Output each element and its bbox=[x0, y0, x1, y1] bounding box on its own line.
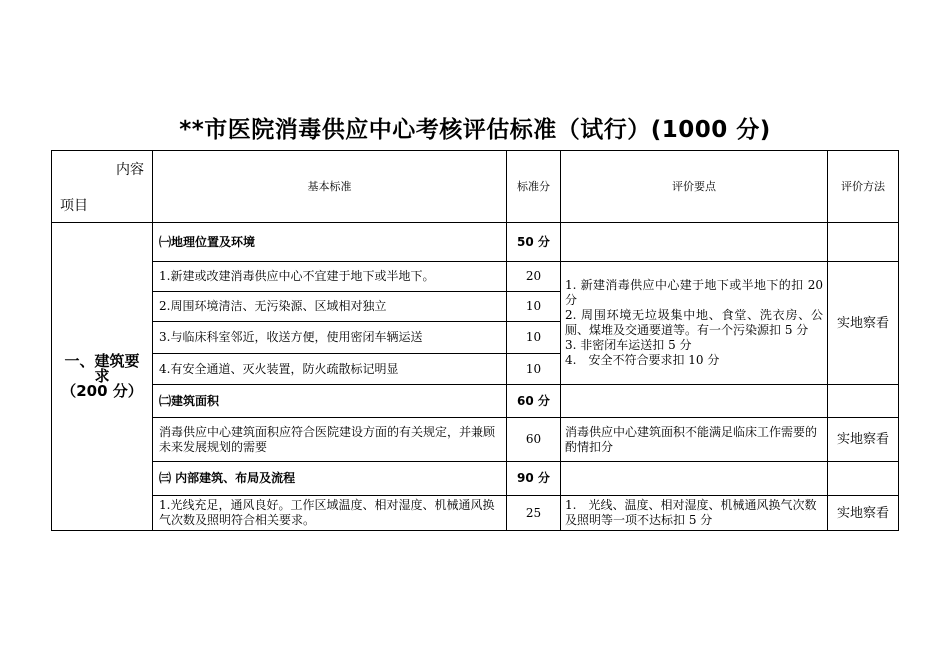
method-cell: 实地察看 bbox=[828, 262, 899, 385]
category-line3: （200 分） bbox=[61, 382, 143, 400]
standard-cell: 2.周围环境清洁、无污染源、区域相对独立 bbox=[153, 292, 507, 322]
section-label: ㈡建筑面积 bbox=[153, 385, 507, 418]
header-points: 评价要点 bbox=[561, 151, 828, 223]
page-title: **市医院消毒供应中心考核评估标准（试行）(1000 分) bbox=[179, 117, 771, 143]
section-row bbox=[52, 223, 899, 262]
points-cell: 消毒供应中心建筑面积不能满足临床工作需要的酌情扣分 bbox=[561, 418, 828, 462]
table-row bbox=[52, 418, 899, 462]
header-score: 标准分 bbox=[507, 151, 561, 223]
standard-cell: 1.新建或改建消毒供应中心不宜建于地下或半地下。 bbox=[153, 262, 507, 292]
standard-cell: 1.光线充足，通风良好。工作区域温度、相对湿度、机械通风换气次数及照明符合相关要求。 bbox=[153, 496, 507, 531]
score-cell: 10 bbox=[507, 322, 561, 354]
header-item-label: 项目 bbox=[60, 198, 88, 214]
section-row bbox=[52, 385, 899, 418]
section-score: 50 分 bbox=[507, 223, 561, 262]
standard-cell: 3.与临床科室邻近，收送方便，使用密闭车辆运送 bbox=[153, 322, 507, 354]
empty-cell bbox=[828, 462, 899, 496]
standard-cell: 消毒供应中心建筑面积应符合医院建设方面的有关规定，并兼顾未来发展规划的需要 bbox=[153, 418, 507, 462]
standard-cell: 4.有安全通道、灭火装置，防火疏散标记明显 bbox=[153, 354, 507, 385]
method-cell: 实地察看 bbox=[828, 496, 899, 531]
empty-cell bbox=[561, 462, 828, 496]
section-label: ㈢ 内部建筑、布局及流程 bbox=[153, 462, 507, 496]
score-cell: 20 bbox=[507, 262, 561, 292]
section-score: 60 分 bbox=[507, 385, 561, 418]
empty-cell bbox=[828, 385, 899, 418]
header-method: 评价方法 bbox=[828, 151, 899, 223]
header-diagonal-cell bbox=[52, 151, 153, 223]
empty-cell bbox=[561, 223, 828, 262]
point-item: 4. 安全不符合要求扣 10 分 bbox=[565, 353, 720, 367]
score-cell: 60 bbox=[507, 418, 561, 462]
method-cell: 实地察看 bbox=[828, 418, 899, 462]
section-score: 90 分 bbox=[507, 462, 561, 496]
point-item: 2. 周围环境无垃圾集中地、食堂、洗衣房、公厕、煤堆及交通要道等。有一个污染源扣 5 分 bbox=[565, 308, 823, 337]
assessment-table bbox=[51, 150, 899, 531]
points-cell: 1. 光线、温度、相对湿度、机械通风换气次数及照明等一项不达标扣 5 分 bbox=[561, 496, 828, 531]
section-row bbox=[52, 462, 899, 496]
score-cell: 10 bbox=[507, 354, 561, 385]
table-row bbox=[52, 496, 899, 531]
point-item: 3. 非密闭车运送扣 5 分 bbox=[565, 338, 692, 352]
section-label: ㈠地理位置及环境 bbox=[153, 223, 507, 262]
score-cell: 25 bbox=[507, 496, 561, 531]
empty-cell bbox=[828, 223, 899, 262]
header-basic-standard: 基本标准 bbox=[153, 151, 507, 223]
header-content-label: 内容 bbox=[116, 162, 144, 178]
point-item: 1. 新建消毒供应中心建于地下或半地下的扣 20 分 bbox=[565, 278, 823, 307]
points-cell bbox=[561, 262, 828, 385]
table-row bbox=[52, 262, 899, 292]
score-cell: 10 bbox=[507, 292, 561, 322]
empty-cell bbox=[561, 385, 828, 418]
category-cell bbox=[52, 223, 153, 531]
table-header-row bbox=[52, 151, 899, 223]
category-line1: 一、建筑要 bbox=[64, 352, 140, 370]
category-line2: 求 bbox=[94, 367, 110, 385]
